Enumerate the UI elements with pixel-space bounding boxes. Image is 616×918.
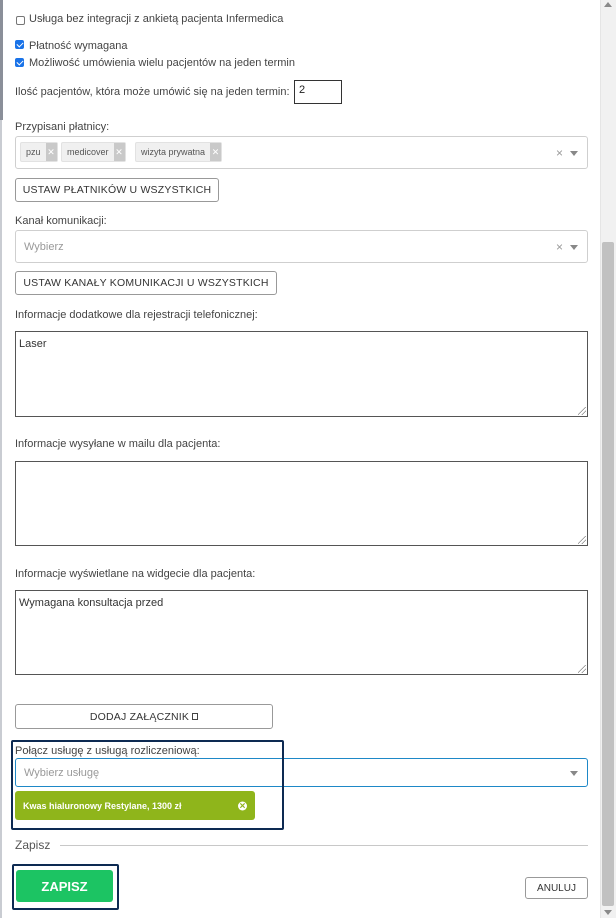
widget-info-textarea[interactable] — [15, 590, 588, 675]
section-divider — [60, 845, 588, 846]
payment-required-checkbox[interactable] — [15, 40, 24, 49]
remove-service-icon[interactable]: ✕ — [239, 801, 246, 810]
scroll-down-arrow-icon[interactable] — [604, 910, 612, 915]
channel-select[interactable] — [15, 230, 588, 263]
resize-grip-icon[interactable] — [578, 407, 586, 415]
widget-info-label: Informacje wyświetlane na widgecie dla pacjenta: — [15, 568, 256, 580]
phone-info-textarea[interactable] — [15, 331, 588, 417]
patients-per-slot-label: Ilość pacjentów, która może umówić się na jeden termin: — [15, 86, 290, 98]
clear-icon[interactable]: × — [555, 239, 563, 254]
clear-icon[interactable]: × — [555, 145, 563, 160]
remove-tag-icon[interactable]: ✕ — [114, 143, 125, 161]
phone-info-label: Informacje dodatkowe dla rejestracji telefonicznej: — [15, 309, 258, 321]
selected-service-label: Kwas hialuronowy Restylane, 1300 zł — [23, 800, 182, 811]
multi-patients-checkbox[interactable] — [15, 58, 24, 67]
add-attachment-label: DODAJ ZAŁĄCZNIK — [89, 710, 190, 723]
payers-label: Przypisani płatnicy: — [15, 121, 110, 133]
payer-tag — [61, 142, 126, 162]
chevron-down-icon[interactable] — [570, 245, 578, 250]
set-channels-all-button[interactable]: USTAW KANAŁY KOMUNIKACJI U WSZYSTKICH — [15, 271, 277, 295]
payer-tag — [135, 142, 222, 162]
payer-tag-label: wizyta prywatna — [141, 147, 206, 157]
resize-grip-icon[interactable] — [578, 536, 586, 544]
remove-tag-icon[interactable]: ✕ — [210, 143, 221, 161]
payment-required-label: Płatność wymagana — [29, 40, 128, 52]
payer-tag — [20, 142, 58, 162]
highlight-frame — [11, 740, 284, 830]
scrollbar-thumb[interactable] — [602, 242, 614, 906]
multi-patients-label: Możliwość umówienia wielu pacjentów na jeden termin — [29, 57, 295, 69]
cancel-button[interactable]: ANULUJ — [525, 877, 588, 899]
save-button[interactable]: ZAPISZ — [16, 870, 113, 902]
channel-placeholder: Wybierz — [24, 240, 64, 253]
no-integration-checkbox[interactable] — [16, 16, 25, 25]
chevron-down-icon[interactable] — [570, 151, 578, 156]
chevron-down-icon[interactable] — [570, 771, 578, 776]
file-icon — [192, 713, 198, 720]
save-section-title: Zapisz — [15, 838, 51, 852]
email-info-label: Informacje wysyłane w mailu dla pacjenta: — [15, 438, 221, 450]
no-integration-label: Usługa bez integracji z ankietą pacjenta Infermedica — [29, 13, 284, 25]
email-info-textarea[interactable] — [15, 461, 588, 546]
patients-per-slot-input[interactable]: 2 — [294, 80, 342, 104]
left-edge-bar-lower — [0, 120, 2, 918]
add-attachment-button[interactable] — [15, 704, 273, 729]
save-highlight-frame — [12, 864, 119, 910]
link-service-placeholder: Wybierz usługę — [24, 766, 100, 779]
remove-tag-icon[interactable]: ✕ — [46, 143, 57, 161]
left-edge-bar — [0, 0, 3, 120]
resize-grip-icon[interactable] — [578, 665, 586, 673]
widget-info-value: Wymagana konsultacja przed — [19, 597, 164, 609]
payers-select[interactable] — [15, 136, 588, 169]
payer-tag-label: medicover — [67, 147, 109, 157]
link-service-label: Połącz usługę z usługą rozliczeniową: — [15, 745, 200, 757]
set-payers-all-button[interactable]: USTAW PŁATNIKÓW U WSZYSTKICH — [15, 178, 219, 202]
scroll-up-arrow-icon[interactable] — [604, 2, 612, 7]
phone-info-value: Laser — [19, 338, 47, 350]
payer-tag-label: pzu — [26, 147, 41, 157]
channel-label: Kanał komunikacji: — [15, 215, 107, 227]
